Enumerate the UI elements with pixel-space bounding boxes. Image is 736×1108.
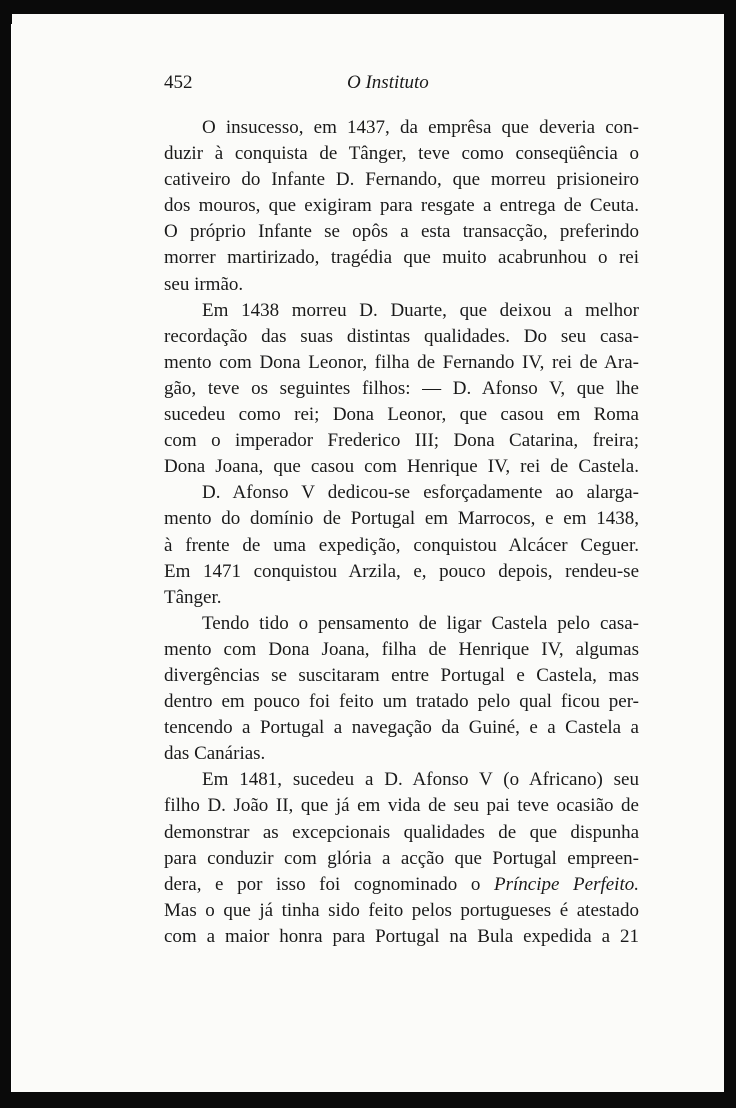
scan-border-left — [0, 0, 11, 1108]
text-line: mento com Dona Leonor, filha de Fernando IV, rei de Ara- — [164, 351, 639, 373]
text-line: dentro em pouco foi feito um tratado pelo qual ficou per- — [164, 691, 639, 713]
text-line: Em 1438 morreu D. Duarte, que deixou a melhor — [202, 299, 639, 321]
text-line: seu irmão. — [164, 273, 244, 295]
text-line: morrer martirizado, tragédia que muito acabrunhou o rei — [164, 247, 639, 269]
text-line: divergências se suscitaram entre Portugal e Castela, mas — [164, 664, 639, 686]
text-line: com a maior honra para Portugal na Bula expedida a 21 — [164, 925, 639, 947]
scan-border-top — [0, 0, 736, 14]
text-line: demonstrar as excepcionais qualidades de que dispunha — [164, 821, 639, 843]
page-body — [164, 115, 639, 950]
text-line: D. Afonso V dedicou-se esforçadamente ao alarga- — [202, 482, 639, 504]
text-line: sucedeu como rei; Dona Leonor, que casou em Roma — [164, 404, 639, 426]
paragraph — [164, 298, 639, 481]
text-line: gão, teve os seguintes filhos: — D. Afonso V, que lhe — [164, 377, 639, 399]
paragraph — [164, 480, 639, 610]
text-line: Em 1481, sucedeu a D. Afonso V (o Africano) seu — [202, 769, 639, 791]
text-line: das Canárias. — [164, 743, 266, 765]
text-line: mento com Dona Joana, filha de Henrique IV, algumas — [164, 638, 639, 660]
text-line-start: dera, e por isso foi cognominado o — [164, 873, 494, 895]
text-line: Dona Joana, que casou com Henrique IV, rei de Castela. — [164, 456, 639, 478]
text-line: dos mouros, que exigiram para resgate a entrega de Ceuta. — [164, 195, 639, 217]
book-page — [12, 14, 724, 1092]
text-line: à frente de uma expedição, conquistou Alcácer Ceguer. — [164, 534, 639, 556]
paragraph — [164, 611, 639, 768]
text-line: Tânger. — [164, 586, 222, 608]
text-line: para conduzir com glória a acção que Portugal empreen- — [164, 847, 639, 869]
scan-border-bottom — [0, 1092, 736, 1108]
page-number: 452 — [164, 72, 193, 93]
page-header — [164, 72, 594, 98]
text-line: filho D. João II, que já em vida de seu pai teve ocasião de — [164, 795, 639, 817]
text-line: mento do domínio de Portugal em Marrocos, e em 1438, — [164, 508, 639, 530]
paragraph — [164, 115, 639, 298]
text-line: com o imperador Frederico III; Dona Catarina, freira; — [164, 430, 639, 452]
text-line: Em 1471 conquistou Arzila, e, pouco depois, rendeu-se — [164, 560, 639, 582]
text-line: tencendo a Portugal a navegação da Guiné, e a Castela a — [164, 717, 639, 739]
text-line: duzir à conquista de Tânger, teve como conseqüência o — [164, 143, 639, 165]
text-line: recordação das suas distintas qualidades. Do seu casa- — [164, 325, 639, 347]
text-line: cativeiro do Infante D. Fernando, que morreu prisioneiro — [164, 169, 639, 191]
paragraph — [164, 767, 639, 950]
text-line: O insucesso, em 1437, da emprêsa que deveria con- — [202, 117, 639, 138]
epithet-italic: Príncipe Perfeito. — [494, 873, 639, 895]
text-line — [164, 872, 639, 898]
text-line: O próprio Infante se opôs a esta transacção, preferindo — [164, 221, 639, 243]
running-title: O Instituto — [347, 72, 429, 93]
text-line: Mas o que já tinha sido feito pelos portugueses é atestado — [164, 899, 639, 921]
text-line: Tendo tido o pensamento de ligar Castela pelo casa- — [202, 612, 639, 634]
scan-border-right — [724, 0, 736, 1108]
